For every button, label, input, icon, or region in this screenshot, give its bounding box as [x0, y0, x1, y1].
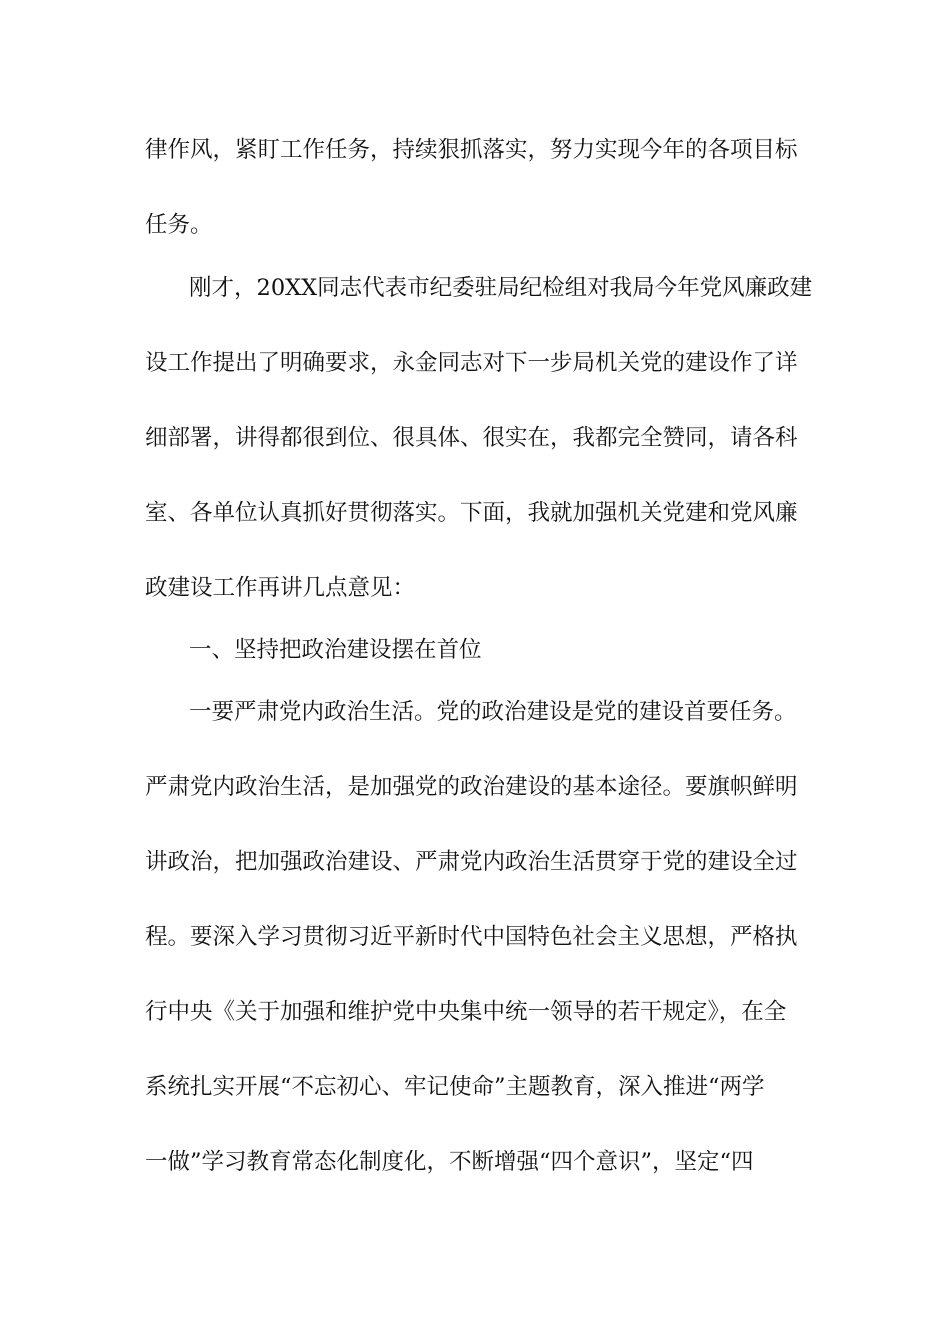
body-text-line: 一做”学习教育常态化制度化，不断增强“四个意识”，坚定“四: [145, 1149, 754, 1175]
paragraph-start-line: 一要严肃党内政治生活。党的政治建设是党的建设首要任务。: [189, 699, 797, 725]
body-text-line: 细部署，讲得都很到位、很具体、很实在，我都完全赞同，请各科: [145, 425, 798, 451]
body-text-line: 室、各单位认真抓好贯彻落实。下面，我就加强机关党建和党风廉: [145, 500, 798, 526]
section-heading: 一、坚持把政治建设摆在首位: [189, 637, 482, 663]
body-text-line: 律作风，紧盯工作任务，持续狠抓落实，努力实现今年的各项目标: [145, 137, 798, 163]
body-text-line: 讲政治，把加强政治建设、严肃党内政治生活贯穿于党的建设全过: [145, 849, 798, 875]
body-text-line: 设工作提出了明确要求，永金同志对下一步局机关党的建设作了详: [145, 350, 798, 376]
body-text-line: 政建设工作再讲几点意见：: [145, 575, 416, 601]
body-text-line: 行中央《关于加强和维护党中央集中统一领导的若干规定》，在全: [145, 999, 787, 1025]
paragraph-start-line: 刚才，20XX同志代表市纪委驻局纪检组对我局今年党风廉政建: [189, 275, 813, 301]
body-text-line: 任务。: [145, 212, 213, 238]
body-text-line: 程。要深入学习贯彻习近平新时代中国特色社会主义思想，严格执: [145, 924, 798, 950]
body-text-line: 严肃党内政治生活，是加强党的政治建设的基本途径。要旗帜鲜明: [145, 774, 798, 800]
body-text-line: 系统扎实开展“不忘初心、牢记使命”主题教育，深入推进“两学: [145, 1074, 765, 1100]
